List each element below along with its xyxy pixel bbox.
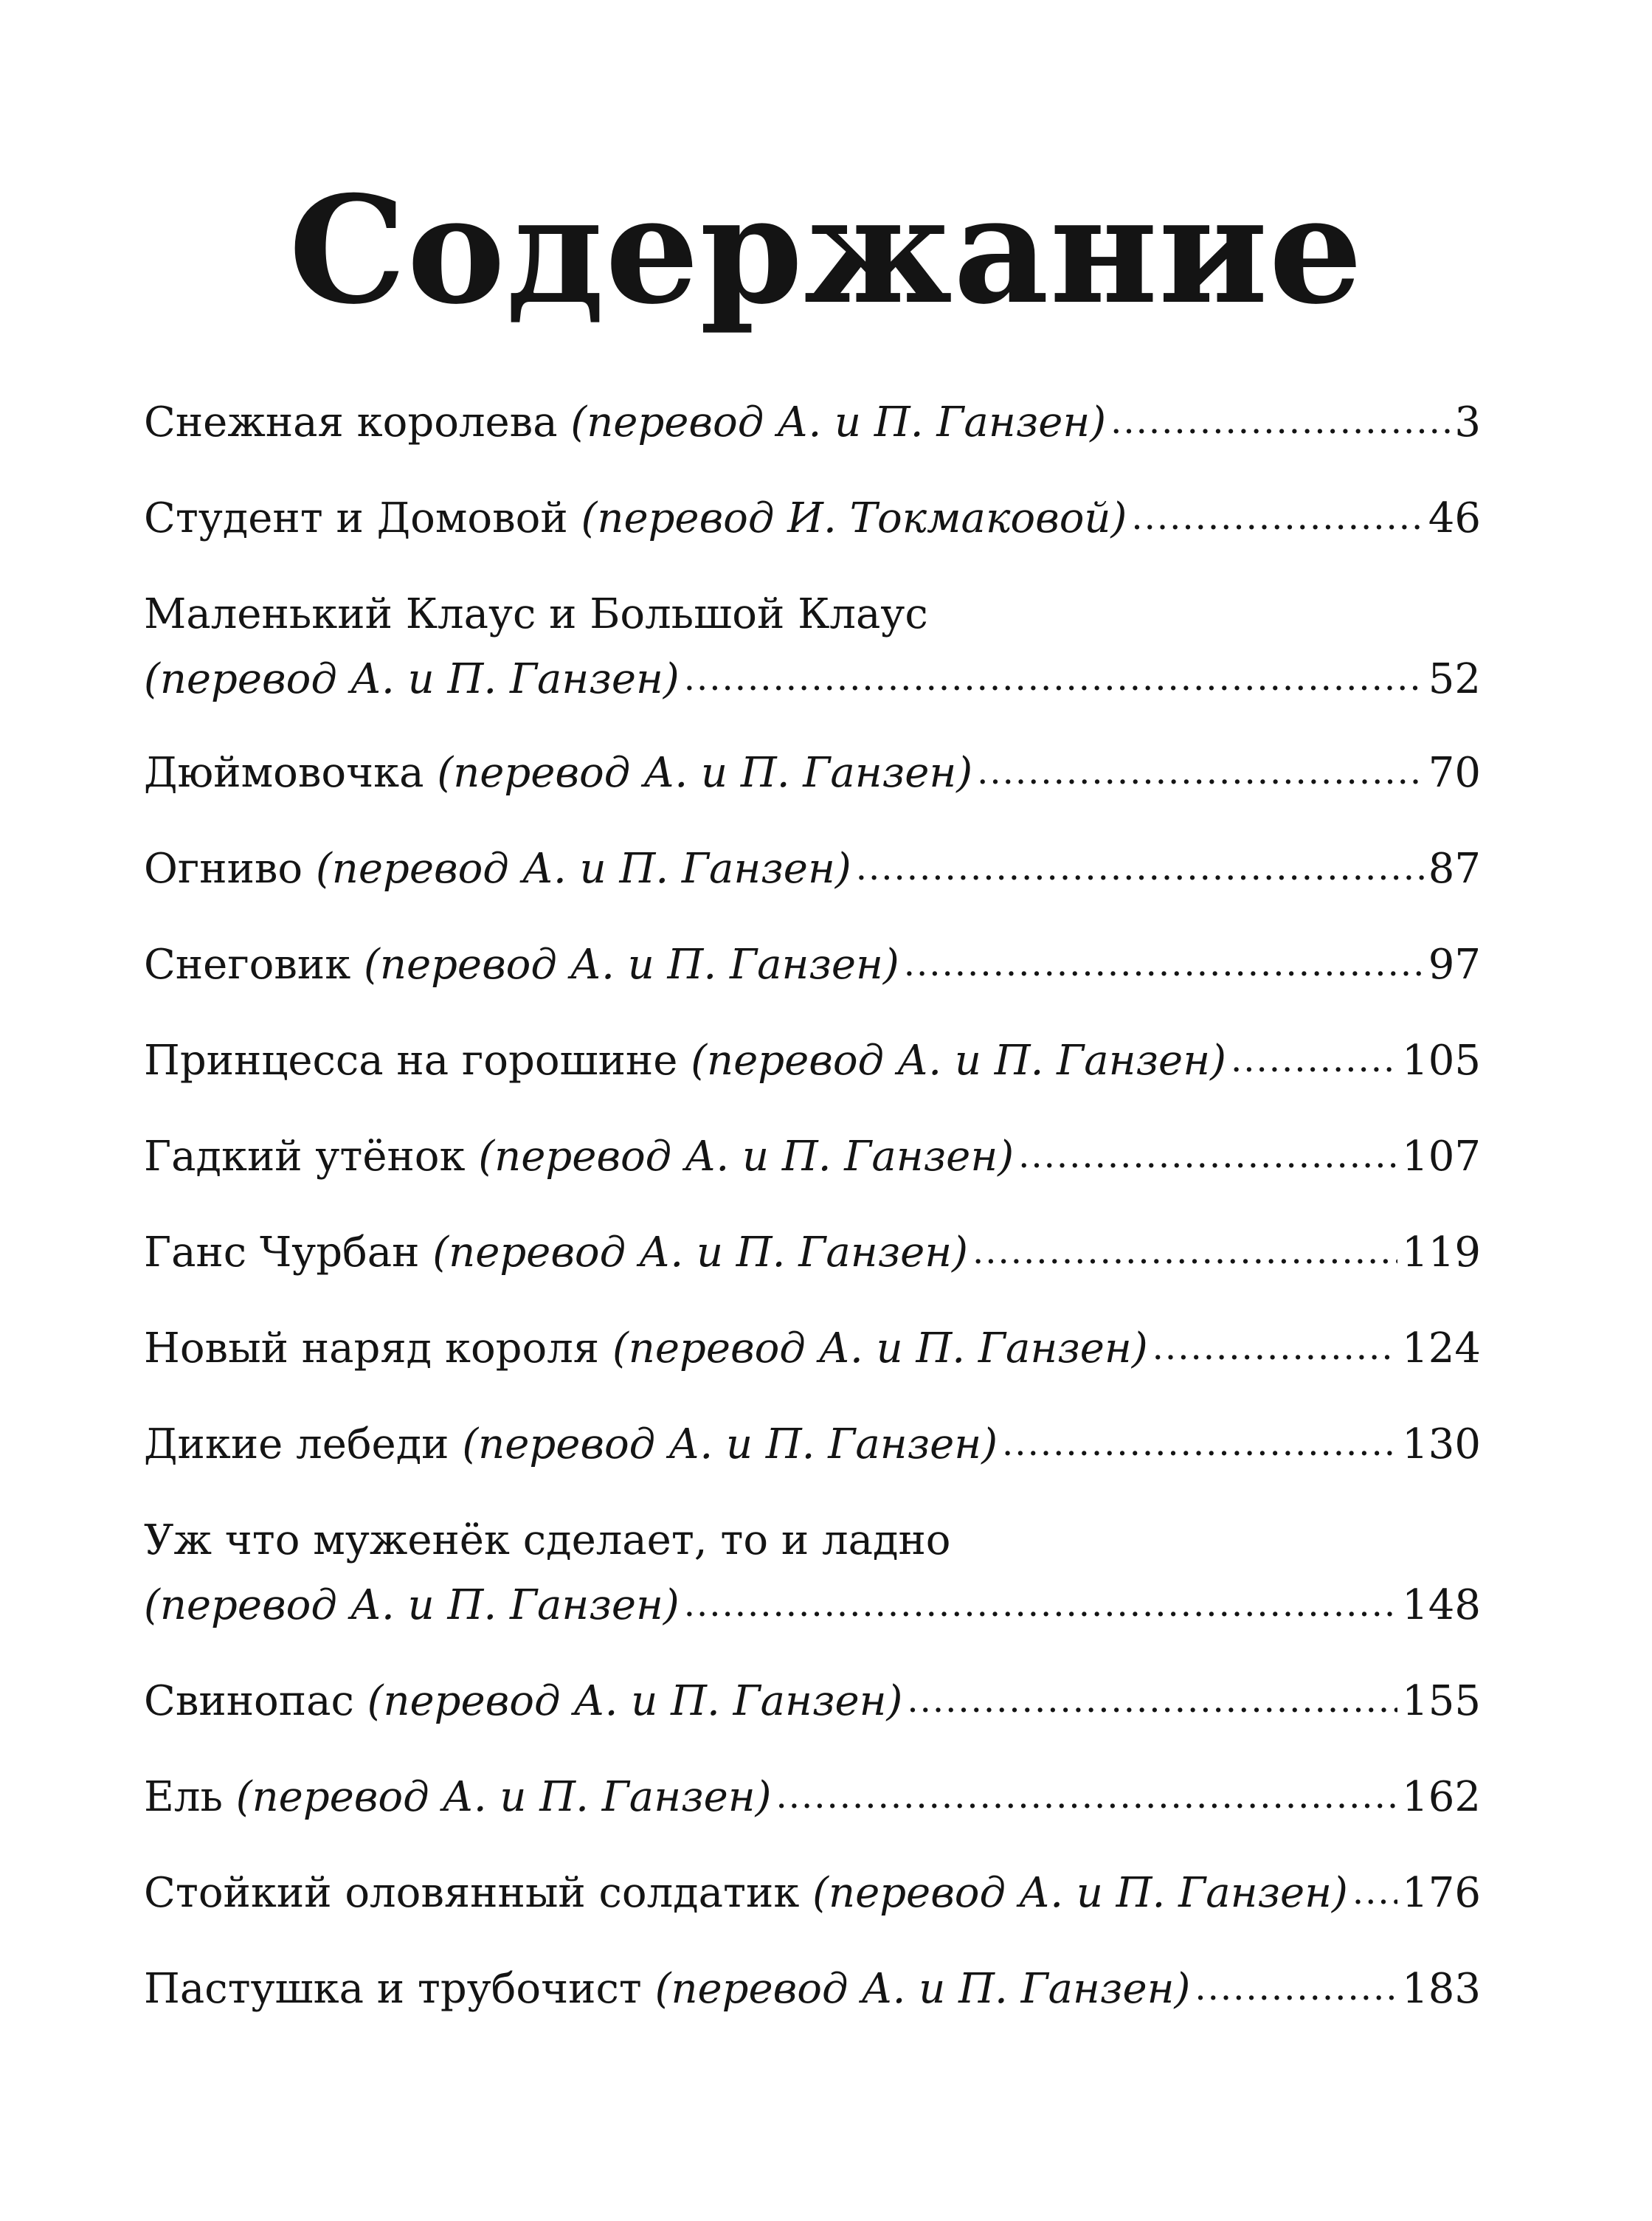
- entry-title: Маленький Клаус и Большой Клаус: [144, 590, 928, 638]
- entry-translation: (перевод А. и П. Ганзен): [462, 1420, 998, 1468]
- entry-translation: (перевод А. и П. Ганзен): [432, 1229, 969, 1277]
- entry-page-number: 3: [1454, 398, 1481, 446]
- entry-title: Огниво: [144, 845, 303, 893]
- table-of-contents: [144, 0, 1481, 2221]
- entry-translation: (перевод А. и П. Ганзен): [364, 941, 899, 989]
- entry-page-number: 70: [1428, 749, 1481, 797]
- entry-translation: (перевод А. и П. Ганзен): [437, 749, 973, 797]
- entry-page-number: 46: [1428, 494, 1481, 542]
- entry-title: Дюймовочка: [144, 749, 424, 797]
- entry-title: Свинопас: [144, 1677, 354, 1725]
- leader-dots: [977, 750, 1424, 794]
- leader-dots: [684, 656, 1424, 700]
- leader-dots: [1231, 1037, 1397, 1082]
- entry-page-number: 176: [1402, 1869, 1481, 1917]
- entry-page-number: 97: [1428, 941, 1481, 989]
- entry-title: Снеговик: [144, 941, 351, 989]
- entry-translation: (перевод А. и П. Ганзен): [812, 1869, 1348, 1917]
- entry-page-number: 124: [1402, 1324, 1481, 1372]
- entry-translation: (перевод А. и П. Ганзен): [144, 1581, 680, 1629]
- entry-translation: (перевод А. и П. Ганзен): [691, 1037, 1226, 1085]
- entry-page-number: 107: [1402, 1133, 1481, 1181]
- entry-title: Принцесса на горошине: [144, 1037, 678, 1085]
- entry-title: Студент и Домовой: [144, 494, 568, 542]
- entry-translation: (перевод И. Токмаковой): [581, 494, 1127, 542]
- entry-title: Уж что муженёк сделает, то и ладно: [144, 1516, 951, 1564]
- leader-dots: [856, 846, 1424, 890]
- entry-title: Ель: [144, 1773, 223, 1821]
- leader-dots: [1152, 1325, 1397, 1369]
- entry-page-number: 130: [1402, 1420, 1481, 1468]
- leader-dots: [1018, 1133, 1397, 1178]
- leader-dots: [1131, 495, 1423, 539]
- leader-dots: [684, 1582, 1397, 1626]
- entry-translation: (перевод А. и П. Ганзен): [612, 1324, 1148, 1372]
- entry-title: Стойкий оловянный солдатик: [144, 1869, 800, 1917]
- entry-translation: (перевод А. и П. Ганзен): [144, 655, 680, 703]
- entry-page-number: 87: [1428, 845, 1481, 893]
- leader-dots: [972, 1229, 1397, 1274]
- entry-translation: (перевод А. и П. Ганзен): [235, 1773, 772, 1821]
- leader-dots: [1002, 1421, 1397, 1465]
- entry-page-number: 148: [1402, 1581, 1481, 1629]
- entry-translation: (перевод А. и П. Ганзен): [570, 398, 1107, 446]
- entry-page-number: 52: [1428, 655, 1481, 703]
- entry-page-number: 162: [1402, 1773, 1481, 1821]
- entry-title: Пастушка и трубочист: [144, 1965, 642, 2013]
- entry-page-number: 105: [1402, 1037, 1481, 1085]
- leader-dots: [907, 1678, 1397, 1722]
- entry-title: Гадкий утёнок: [144, 1133, 466, 1181]
- leader-dots: [1352, 1870, 1397, 1914]
- entry-title: Новый наряд короля: [144, 1324, 600, 1372]
- page-title: Содержание: [288, 164, 1364, 337]
- leader-dots: [776, 1774, 1398, 1818]
- entry-page-number: 119: [1402, 1229, 1481, 1277]
- entry-title: Дикие лебеди: [144, 1420, 449, 1468]
- entry-translation: (перевод А. и П. Ганзен): [654, 1965, 1191, 2013]
- leader-dots: [1110, 399, 1450, 443]
- entry-page-number: 183: [1402, 1965, 1481, 2013]
- entry-translation: (перевод А. и П. Ганзен): [478, 1133, 1015, 1181]
- entry-title: Ганс Чурбан: [144, 1229, 420, 1277]
- entry-page-number: 155: [1402, 1677, 1481, 1725]
- leader-dots: [904, 942, 1424, 986]
- entry-title: Снежная королева: [144, 398, 558, 446]
- entry-translation: (перевод А. и П. Ганзен): [315, 845, 851, 893]
- leader-dots: [1195, 1966, 1397, 2010]
- entry-translation: (перевод А. и П. Ганзен): [367, 1677, 903, 1725]
